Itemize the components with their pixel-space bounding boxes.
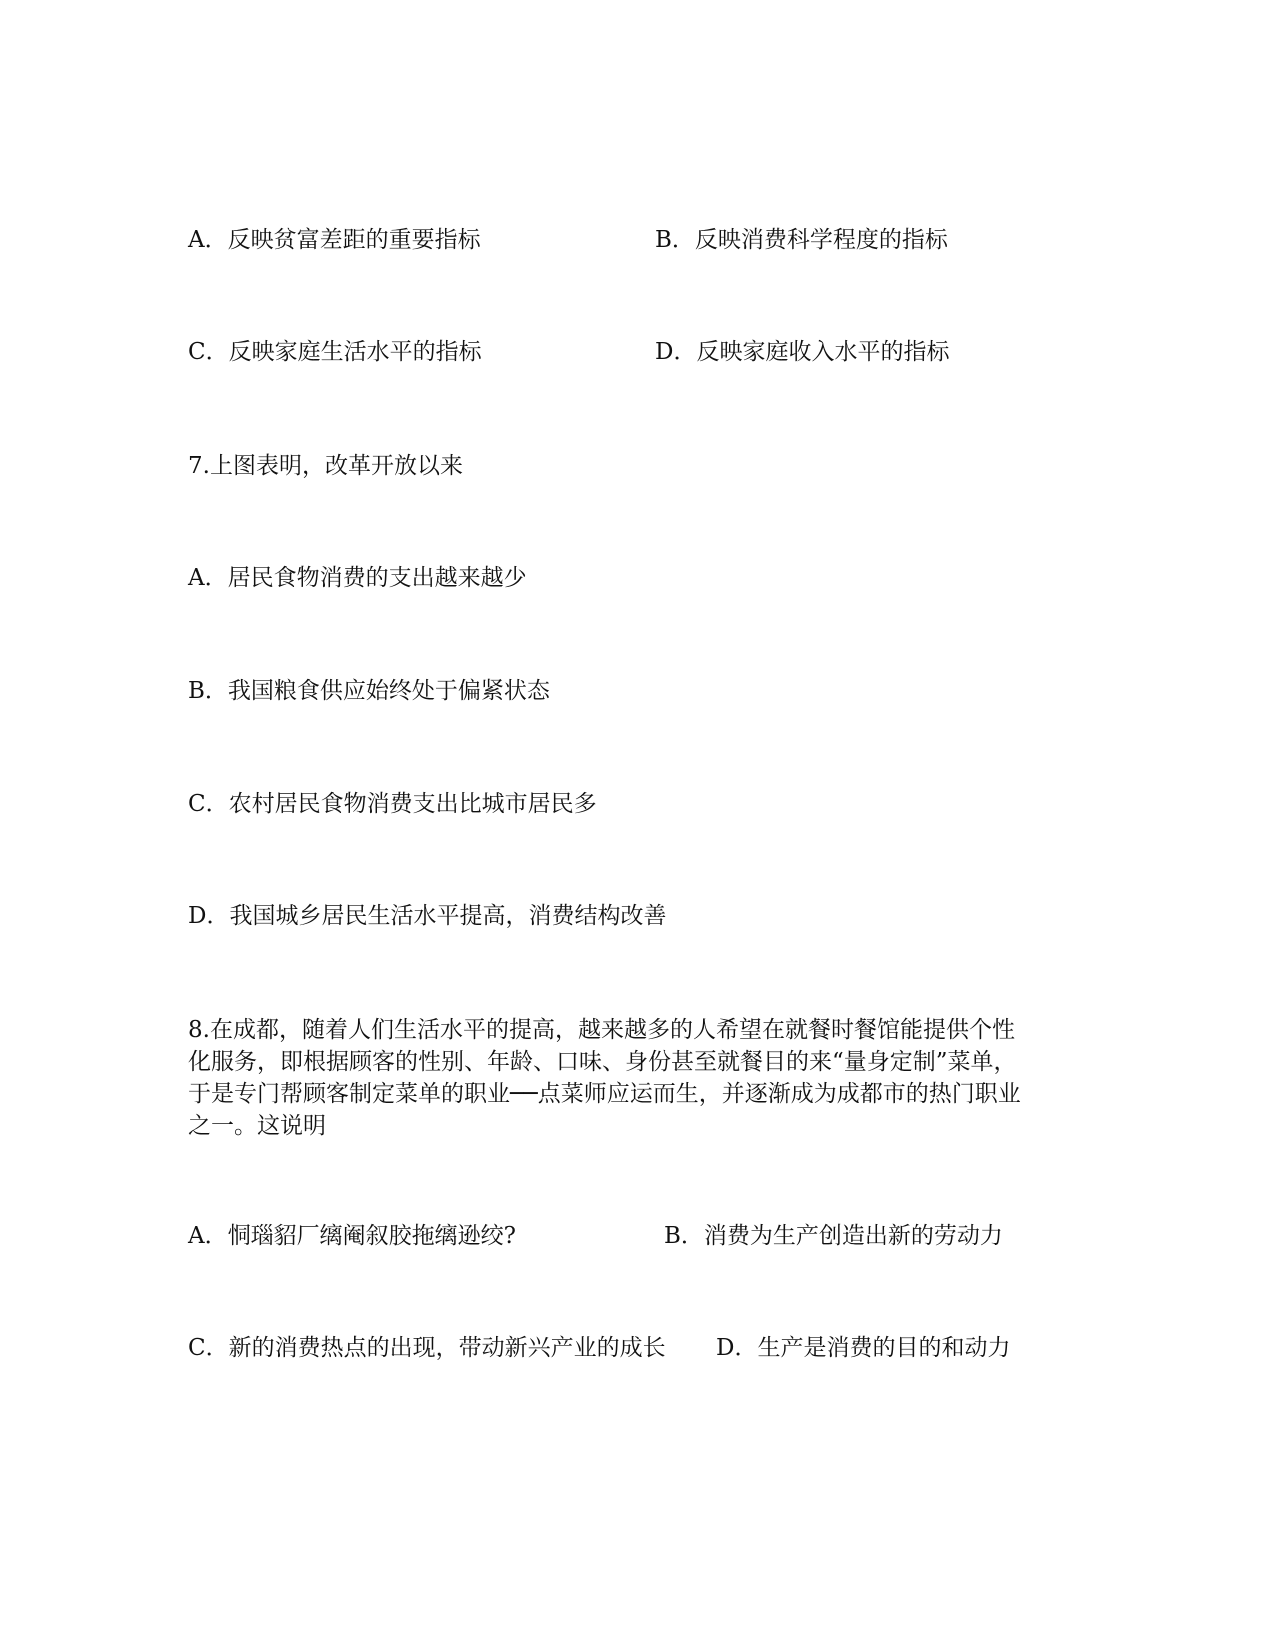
q7-option-b: B．我国粮食供应始终处于偏紧状态 xyxy=(188,678,550,704)
q8-option-c: C．新的消费热点的出现，带动新兴产业的成长 xyxy=(188,1335,666,1361)
q8-stem-line: 化服务，即根据顾客的性别、年龄、口味、身份甚至就餐目的来“量身定制”菜单， xyxy=(188,1049,1017,1075)
q8-stem-line: 8.在成都，随着人们生活水平的提高，越来越多的人希望在就餐时餐馆能提供个性 xyxy=(188,1017,1015,1043)
q7-stem: 7.上图表明，改革开放以来 xyxy=(188,453,463,479)
q6-option-d: D．反映家庭收入水平的指标 xyxy=(655,339,950,365)
q8-option-b: B．消费为生产创造出新的劳动力 xyxy=(664,1223,1003,1249)
q7-option-a: A．居民食物消费的支出越来越少 xyxy=(188,565,527,591)
q6-option-c: C．反映家庭生活水平的指标 xyxy=(188,339,482,365)
q6-option-a: A．反映贫富差距的重要指标 xyxy=(188,227,481,253)
q7-option-c: C．农村居民食物消费支出比城市居民多 xyxy=(188,791,597,817)
q7-option-d: D．我国城乡居民生活水平提高，消费结构改善 xyxy=(188,903,667,929)
q6-option-b: B．反映消费科学程度的指标 xyxy=(655,227,948,253)
q8-stem-line: 之一。这说明 xyxy=(188,1113,326,1139)
q8-stem-line: 于是专门帮顾客制定菜单的职业──点菜师应运而生，并逐渐成为成都市的热门职业 xyxy=(188,1081,1021,1107)
q8-stem xyxy=(188,1014,1088,1142)
q8-option-d: D．生产是消费的目的和动力 xyxy=(716,1335,1011,1361)
q8-option-a: A．恫瑙貂厂缡阉叙胶拖缡逊绞? xyxy=(188,1223,516,1249)
